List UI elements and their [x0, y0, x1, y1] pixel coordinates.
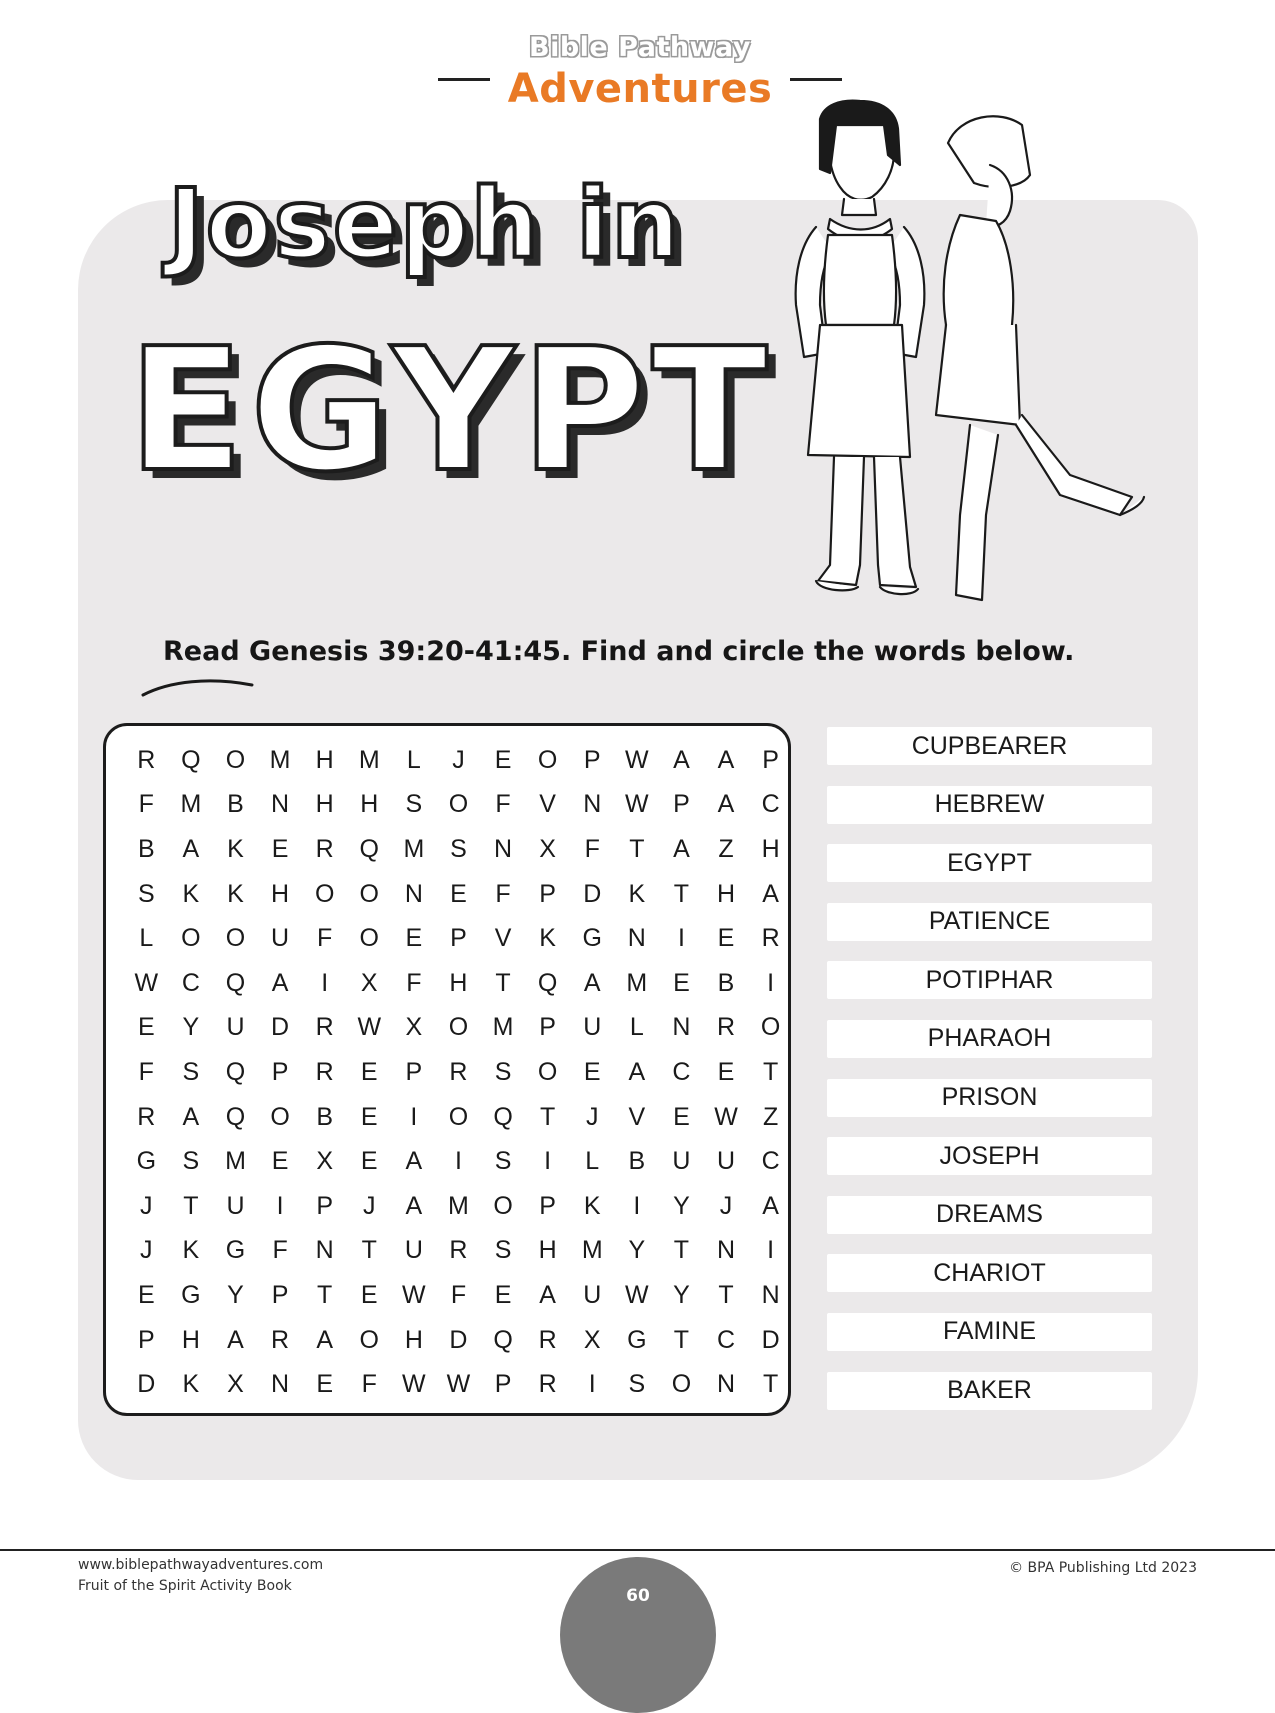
grid-letter[interactable]: R [315, 834, 334, 863]
grid-letter[interactable]: N [404, 879, 423, 908]
grid-letter[interactable]: F [406, 968, 422, 997]
grid-letter[interactable]: O [448, 1013, 469, 1042]
word-list-item: HEBREW [827, 786, 1152, 824]
word-list-item: DREAMS [827, 1196, 1152, 1234]
grid-letter[interactable]: N [672, 1013, 691, 1042]
grid-letter[interactable]: M [358, 745, 380, 774]
word-list-item: BAKER [827, 1372, 1152, 1410]
grid-letter[interactable]: S [494, 1236, 512, 1265]
grid-letter[interactable]: M [626, 968, 648, 997]
grid-letter[interactable]: F [495, 879, 511, 908]
word-list-item: PATIENCE [827, 903, 1152, 941]
grid-letter[interactable]: R [716, 1013, 736, 1042]
grid-letter[interactable]: P [405, 1057, 423, 1086]
grid-letter[interactable]: O [225, 745, 246, 774]
grid-letter[interactable]: N [583, 790, 602, 819]
grid-letter[interactable]: P [494, 1370, 512, 1399]
grid-letter[interactable]: W [402, 1370, 426, 1399]
grid-letter[interactable]: A [539, 1280, 556, 1309]
grid-letter[interactable]: S [137, 879, 155, 908]
grid-letter[interactable]: E [405, 924, 423, 953]
grid-letter[interactable]: F [495, 790, 511, 819]
grid-letter[interactable]: H [315, 790, 334, 819]
grid-letter[interactable]: U [672, 1147, 691, 1176]
grid-letter[interactable]: S [405, 790, 423, 819]
grid-letter[interactable]: O [448, 1102, 469, 1131]
word-list-item: FAMINE [827, 1313, 1152, 1351]
grid-letter[interactable]: X [405, 1013, 423, 1042]
grid-letter[interactable]: C [672, 1057, 691, 1086]
grid-letter[interactable]: I [276, 1191, 284, 1220]
grid-letter[interactable]: S [628, 1370, 646, 1399]
grid-letter[interactable]: I [410, 1102, 418, 1131]
grid-letter[interactable]: A [762, 879, 779, 908]
grid-letter[interactable]: M [448, 1191, 469, 1220]
grid-letter[interactable]: T [673, 1236, 690, 1265]
grid-letter[interactable]: A [182, 1102, 200, 1131]
grid-letter[interactable]: J [140, 1236, 153, 1265]
grid-letter[interactable]: P [539, 1191, 556, 1220]
word-list-item: JOSEPH [827, 1137, 1152, 1175]
grid-letter[interactable]: R [137, 745, 156, 774]
grid-letter[interactable]: K [539, 924, 556, 953]
servant-figure [936, 116, 1144, 600]
grid-letter[interactable]: N [271, 1370, 290, 1399]
grid-letter[interactable]: F [138, 790, 154, 819]
grid-letter[interactable]: U [404, 1236, 423, 1265]
grid-letter[interactable]: G [582, 924, 602, 953]
grid-letter[interactable]: S [182, 1057, 200, 1086]
grid-letter[interactable]: M [269, 745, 291, 774]
grid-letter[interactable]: K [227, 879, 244, 908]
grid-letter[interactable]: T [673, 879, 690, 908]
logo-line2: Adventures [507, 66, 773, 112]
grid-letter[interactable]: T [183, 1191, 199, 1220]
page-number-tab [560, 1557, 716, 1713]
grid-letter[interactable]: T [317, 1280, 333, 1309]
grid-letter[interactable]: H [449, 968, 468, 997]
grid-letter[interactable]: O [493, 1191, 513, 1220]
grid-letter[interactable]: F [317, 924, 333, 953]
grid-letter[interactable]: T [629, 834, 645, 863]
grid-letter[interactable]: E [360, 1102, 378, 1131]
grid-letter[interactable]: X [583, 1325, 601, 1354]
grid-letter[interactable]: X [316, 1147, 334, 1176]
grid-letter[interactable]: N [761, 1280, 780, 1309]
grid-letter[interactable]: M [180, 790, 202, 819]
grid-letter[interactable]: Q [225, 1102, 246, 1131]
grid-letter[interactable]: I [544, 1147, 552, 1176]
grid-letter[interactable]: J [585, 1102, 599, 1131]
grid-letter[interactable]: L [139, 924, 154, 953]
grid-letter[interactable]: I [454, 1147, 462, 1176]
grid-letter[interactable]: F [272, 1236, 288, 1265]
grid-letter[interactable]: T [495, 968, 511, 997]
word-list-item: CHARIOT [827, 1254, 1152, 1292]
grid-letter[interactable]: H [716, 879, 736, 908]
grid-letter[interactable]: A [405, 1147, 423, 1176]
grid-letter[interactable]: H [404, 1325, 423, 1354]
grid-letter[interactable]: Q [225, 968, 246, 997]
grid-letter[interactable]: D [583, 879, 602, 908]
grid-letter[interactable]: W [402, 1280, 426, 1309]
grid-letter[interactable]: A [717, 790, 735, 819]
grid-letter[interactable]: P [583, 745, 601, 774]
grid-letter[interactable]: F [450, 1280, 467, 1309]
grid-letter[interactable]: V [628, 1102, 646, 1131]
grid-letter[interactable]: H [315, 745, 334, 774]
grid-letter[interactable]: D [449, 1325, 468, 1354]
grid-letter[interactable]: I [633, 1191, 641, 1220]
grid-letter[interactable]: A [271, 968, 289, 997]
grid-letter[interactable]: C [716, 1325, 736, 1354]
grid-letter[interactable]: X [227, 1370, 244, 1399]
grid-letter[interactable]: U [226, 1191, 245, 1220]
grid-letter[interactable]: B [227, 790, 244, 819]
grid-letter[interactable]: R [449, 1057, 468, 1086]
grid-letter[interactable]: O [270, 1102, 290, 1131]
grid-letter[interactable]: P [271, 1280, 289, 1309]
grid-letter[interactable]: E [717, 1057, 735, 1086]
grid-letter[interactable]: U [271, 924, 290, 953]
grid-letter[interactable]: R [538, 1325, 557, 1354]
grid-letter[interactable]: P [762, 745, 779, 774]
grid-letter[interactable]: E [360, 1147, 378, 1176]
grid-letter[interactable]: P [673, 790, 690, 819]
grid-letter[interactable]: K [628, 879, 646, 908]
grid-letter[interactable]: W [625, 745, 649, 774]
grid-letter[interactable]: J [363, 1191, 376, 1220]
grid-letter[interactable]: E [450, 879, 467, 908]
grid-letter[interactable]: R [761, 924, 780, 953]
grid-letter[interactable]: D [761, 1325, 780, 1354]
grid-letter[interactable]: E [271, 834, 289, 863]
word-list-item: EGYPT [827, 844, 1152, 882]
page-title-line2: EGYPT [128, 312, 774, 510]
grid-letter[interactable]: I [767, 968, 775, 997]
grid-letter[interactable]: G [225, 1236, 246, 1265]
page-number: 60 [626, 1586, 650, 1606]
grid-letter[interactable]: X [539, 834, 556, 863]
grid-letter[interactable]: O [671, 1370, 692, 1399]
grid-letter[interactable]: A [405, 1191, 423, 1220]
grid-letter[interactable]: W [446, 1370, 471, 1399]
grid-letter[interactable]: S [450, 834, 467, 863]
grid-letter[interactable]: Y [182, 1013, 200, 1042]
joseph-figure [796, 101, 925, 594]
grid-letter[interactable]: H [271, 879, 290, 908]
grid-letter[interactable]: Q [537, 968, 558, 997]
grid-letter[interactable]: P [137, 1325, 155, 1354]
grid-letter[interactable]: K [182, 1236, 200, 1265]
grid-letter[interactable]: O [359, 1325, 379, 1354]
grid-letter[interactable]: G [181, 1280, 201, 1309]
grid-letter[interactable]: E [717, 924, 735, 953]
grid-letter[interactable]: Q [225, 1057, 246, 1086]
grid-letter[interactable]: Y [673, 1191, 690, 1220]
grid-letter[interactable]: Q [181, 745, 201, 774]
grid-letter[interactable]: C [761, 1147, 780, 1176]
grid-letter[interactable]: P [450, 924, 467, 953]
grid-letter[interactable]: E [583, 1057, 601, 1086]
logo-line1: Bible Pathway [529, 32, 751, 63]
grid-letter[interactable]: D [137, 1370, 156, 1399]
grid-letter[interactable]: N [494, 834, 513, 863]
grid-letter[interactable]: J [140, 1191, 153, 1220]
grid-letter[interactable]: R [137, 1102, 156, 1131]
footer-book-title: Fruit of the Spirit Activity Book [78, 1578, 292, 1594]
grid-letter[interactable]: E [316, 1370, 334, 1399]
word-list-item: CUPBEARER [827, 727, 1152, 765]
grid-letter[interactable]: N [315, 1236, 334, 1265]
footer-url[interactable]: www.biblepathwayadventures.com [78, 1557, 324, 1573]
word-list-item: PHARAOH [827, 1020, 1152, 1058]
grid-letter[interactable]: W [714, 1102, 738, 1131]
grid-letter[interactable]: E [137, 1280, 155, 1309]
grid-letter[interactable]: A [762, 1191, 779, 1220]
grid-letter[interactable]: P [271, 1057, 289, 1086]
grid-letter[interactable]: R [271, 1325, 290, 1354]
grid-letter[interactable]: E [673, 1102, 690, 1131]
instruction-underline [140, 675, 255, 699]
grid-letter[interactable]: T [762, 1057, 779, 1086]
word-list-item: POTIPHAR [827, 961, 1152, 999]
grid-letter[interactable]: U [226, 1013, 245, 1042]
grid-letter[interactable]: Y [673, 1280, 690, 1309]
grid-letter[interactable]: O [448, 790, 469, 819]
grid-letter[interactable]: F [138, 1057, 154, 1086]
grid-letter[interactable]: L [406, 745, 421, 774]
grid-letter[interactable]: Z [762, 1102, 779, 1131]
footer-copyright: © BPA Publishing Ltd 2023 [1009, 1560, 1197, 1576]
grid-letter[interactable]: U [716, 1147, 736, 1176]
grid-letter[interactable]: V [494, 924, 512, 953]
grid-letter[interactable]: P [316, 1191, 334, 1220]
grid-letter[interactable]: O [359, 879, 379, 908]
grid-letter[interactable]: E [271, 1147, 289, 1176]
grid-letter[interactable]: I [321, 968, 329, 997]
word-search-grid [103, 723, 791, 1416]
grid-letter[interactable]: C [181, 968, 200, 997]
grid-letter[interactable]: T [673, 1325, 690, 1354]
grid-letter[interactable]: W [625, 790, 649, 819]
grid-letter[interactable]: O [181, 924, 201, 953]
grid-letter[interactable]: A [673, 834, 690, 863]
grid-letter[interactable]: Z [718, 834, 734, 863]
page-title-line1: Joseph in [168, 168, 682, 280]
grid-letter[interactable]: W [134, 968, 159, 997]
grid-letter[interactable]: F [361, 1370, 377, 1399]
grid-letter[interactable]: R [315, 1013, 334, 1042]
grid-letter[interactable]: H [761, 834, 780, 863]
grid-letter[interactable]: K [227, 834, 244, 863]
grid-letter[interactable]: B [137, 834, 155, 863]
grid-letter[interactable]: K [182, 879, 200, 908]
grid-letter[interactable]: V [539, 790, 556, 819]
grid-letter[interactable]: E [673, 968, 690, 997]
grid-letter[interactable]: A [673, 745, 690, 774]
grid-letter[interactable]: N [627, 924, 646, 953]
grid-letter[interactable]: K [182, 1370, 200, 1399]
word-list-item: PRISON [827, 1079, 1152, 1117]
grid-letter[interactable]: T [762, 1370, 779, 1399]
grid-letter[interactable]: E [494, 1280, 512, 1309]
grid-letter[interactable]: W [357, 1013, 382, 1042]
grid-letter[interactable]: L [629, 1013, 644, 1042]
grid-letter[interactable]: O [314, 879, 335, 908]
grid-letter[interactable]: C [761, 790, 780, 819]
grid-letter[interactable]: T [361, 1236, 377, 1265]
grid-letter[interactable]: M [403, 834, 425, 863]
grid-letter[interactable]: A [227, 1325, 244, 1354]
grid-letter[interactable]: O [537, 1057, 558, 1086]
grid-letter[interactable]: N [271, 790, 290, 819]
grid-letter[interactable]: R [449, 1236, 468, 1265]
grid-letter[interactable]: O [359, 924, 379, 953]
grid-letter[interactable]: A [583, 968, 601, 997]
grid-letter[interactable]: N [716, 1370, 736, 1399]
grid-letter[interactable]: H [181, 1325, 200, 1354]
grid-letter[interactable]: M [581, 1236, 603, 1265]
grid-letter[interactable]: M [492, 1013, 514, 1042]
grid-letter[interactable]: U [583, 1013, 602, 1042]
joseph-illustration [760, 95, 1200, 635]
grid-letter[interactable]: A [182, 834, 200, 863]
grid-letter[interactable]: J [452, 745, 465, 774]
letter-grid [124, 738, 793, 1407]
grid-letter[interactable]: H [360, 790, 379, 819]
grid-letter[interactable]: E [360, 1280, 378, 1309]
grid-letter[interactable]: D [271, 1013, 290, 1042]
instruction-text: Read Genesis 39:20-41:45. Find and circle the words below. [163, 636, 1075, 667]
grid-letter[interactable]: E [494, 745, 512, 774]
grid-letter[interactable]: I [767, 1236, 775, 1265]
grid-letter[interactable]: O [537, 745, 558, 774]
grid-letter[interactable]: G [136, 1147, 157, 1176]
grid-letter[interactable]: E [360, 1057, 378, 1086]
grid-letter[interactable]: Y [628, 1236, 646, 1265]
grid-letter[interactable]: P [539, 879, 556, 908]
grid-letter[interactable]: H [538, 1236, 557, 1265]
grid-letter[interactable]: T [540, 1102, 556, 1131]
grid-letter[interactable]: L [585, 1147, 600, 1176]
grid-letter[interactable]: B [316, 1102, 334, 1131]
grid-letter[interactable]: B [717, 968, 735, 997]
grid-letter[interactable]: S [494, 1147, 512, 1176]
grid-letter[interactable]: S [182, 1147, 200, 1176]
grid-letter[interactable]: E [137, 1013, 155, 1042]
grid-letter[interactable]: F [584, 834, 600, 863]
grid-letter[interactable]: T [718, 1280, 734, 1309]
grid-letter[interactable]: W [625, 1280, 649, 1309]
grid-letter[interactable]: I [588, 1370, 596, 1399]
grid-letter[interactable]: O [760, 1013, 781, 1042]
grid-letter[interactable]: U [583, 1280, 602, 1309]
grid-letter[interactable]: R [538, 1370, 557, 1399]
word-list [827, 727, 1152, 1430]
grid-letter[interactable]: J [719, 1191, 733, 1220]
grid-letter[interactable]: A [628, 1057, 646, 1086]
grid-letter[interactable]: K [583, 1191, 601, 1220]
grid-letter[interactable]: X [360, 968, 378, 997]
grid-letter[interactable]: Y [227, 1280, 244, 1309]
grid-letter[interactable]: S [494, 1057, 512, 1086]
grid-letter[interactable]: I [677, 924, 685, 953]
grid-letter[interactable]: R [315, 1057, 334, 1086]
footer-divider [0, 1549, 1275, 1551]
grid-letter[interactable]: A [717, 745, 735, 774]
grid-letter[interactable]: Q [493, 1102, 513, 1131]
grid-letter[interactable]: Q [359, 834, 379, 863]
grid-letter[interactable]: G [627, 1325, 647, 1354]
grid-letter[interactable]: N [716, 1236, 736, 1265]
grid-letter[interactable]: A [316, 1325, 334, 1354]
grid-letter[interactable]: M [225, 1147, 246, 1176]
grid-letter[interactable]: O [225, 924, 246, 953]
grid-letter[interactable]: Q [493, 1325, 513, 1354]
grid-letter[interactable]: B [628, 1147, 646, 1176]
grid-letter[interactable]: P [539, 1013, 556, 1042]
